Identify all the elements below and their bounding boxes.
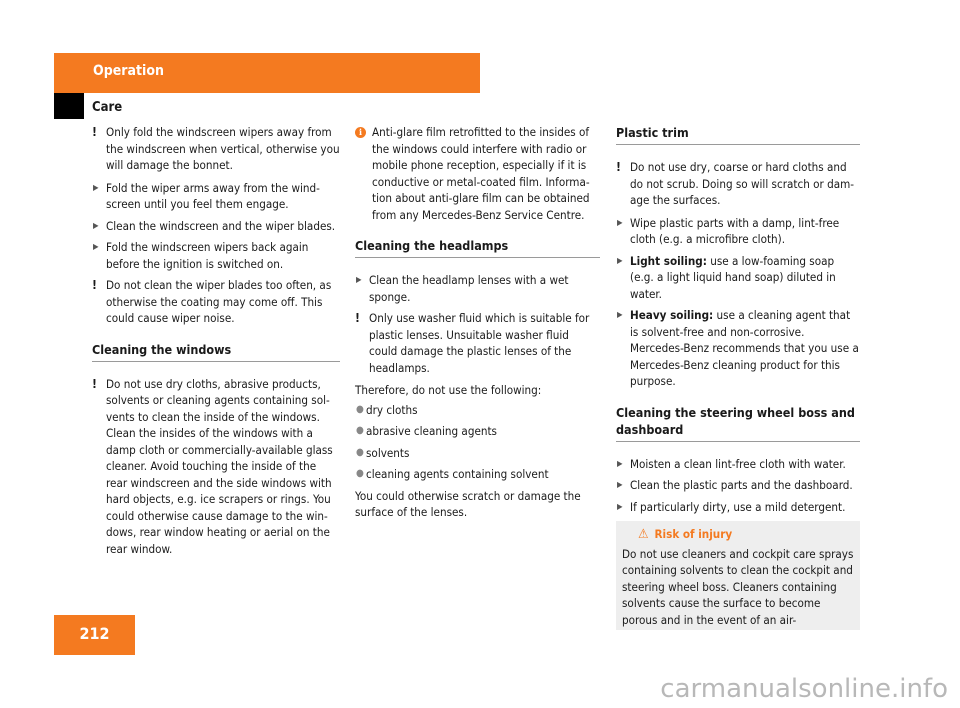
bullet-icon: ● bbox=[356, 446, 364, 458]
column-1 bbox=[92, 124, 340, 563]
page-number-box bbox=[54, 615, 135, 655]
info-icon: i bbox=[355, 127, 366, 138]
warning-text: Do not use cleaners and cockpit care sprays containing solvents to clean the cockpit and steering wheel boss. Cleaners containing solvents cause the surface to become porous and in the event of an air- bbox=[622, 546, 854, 627]
subsection-title: Care bbox=[92, 100, 123, 115]
column-2 bbox=[355, 124, 600, 524]
warning-triangle-icon: ⚠ bbox=[638, 527, 649, 542]
section-title: Operation bbox=[93, 63, 164, 79]
heading-plastic-trim: Plastic trim bbox=[616, 124, 860, 145]
caution-note: ! Only use washer fluid which is suitable for plastic lenses. Unsuitable washer fluid could damage the plastic lenses of the headlamps. bbox=[355, 311, 590, 375]
list-item: ● abrasive cleaning agents bbox=[356, 424, 497, 438]
instruction-step: ▶ Fold the windscreen wipers back again before the ignition is switched on. bbox=[93, 240, 309, 271]
arrow-right-icon: ▶ bbox=[93, 182, 99, 192]
instruction-step: ▶ Wipe plastic parts with a damp, lint-free cloth (e.g. a microfibre cloth). bbox=[617, 215, 840, 246]
section-marker bbox=[54, 93, 84, 119]
heading-cleaning-headlamps: Cleaning the headlamps bbox=[355, 237, 600, 258]
instruction-step: ▶ Clean the windscreen and the wiper blades. bbox=[93, 218, 336, 233]
list-item: ● solvents bbox=[356, 445, 410, 460]
exclamation-icon: ! bbox=[92, 125, 97, 139]
page-number: 212 bbox=[79, 624, 110, 643]
instruction-step: ▶ Clean the headlamp lenses with a wet sponge. bbox=[356, 273, 569, 304]
arrow-right-icon: ▶ bbox=[617, 458, 623, 468]
list-item: ● dry cloths bbox=[356, 402, 418, 417]
arrow-right-icon: ▶ bbox=[356, 275, 362, 284]
bullet-icon: ● bbox=[356, 425, 364, 436]
arrow-right-icon: ▶ bbox=[93, 220, 99, 230]
body-text: You could otherwise scratch or damage the surface of the lenses. bbox=[355, 488, 581, 519]
instruction-step: ▶ Moisten a clean lint-free cloth with water. bbox=[617, 456, 846, 471]
caution-note: ! Do not use dry cloths, abrasive products, solvents or cleaning agents containing solvents to clean the inside of the windows. Clean the insides of the windows with a damp cloth or commercially-available glass cleaner. Avoid touching the inside of the rear windscreen and the side windows with hard objects, e.g. ice scrapers or rings. You could otherwise cause damage to the windows, rear window heating or aerial on the rear window. bbox=[92, 376, 333, 556]
arrow-right-icon: ▶ bbox=[93, 242, 99, 251]
arrow-right-icon: ▶ bbox=[617, 310, 623, 319]
caution-note: ! Do not clean the wiper blades too often, as otherwise the coating may come off. This could cause wiper noise. bbox=[92, 278, 332, 325]
arrow-right-icon: ▶ bbox=[617, 217, 623, 227]
watermark: carmanualsonline.info bbox=[660, 674, 948, 704]
instruction-step: ▶ If particularly dirty, use a mild detergent. bbox=[617, 499, 846, 514]
arrow-right-icon: ▶ bbox=[617, 480, 623, 489]
heading-cleaning-windows: Cleaning the windows bbox=[92, 341, 340, 362]
bullet-icon: ● bbox=[356, 403, 364, 415]
exclamation-icon: ! bbox=[92, 278, 97, 292]
instruction-step: ▶ Clean the plastic parts and the dashboard. bbox=[617, 478, 853, 492]
caution-note: ! Only fold the windscreen wipers away from the windscreen when vertical, otherwise you will damage the bonnet. bbox=[92, 125, 340, 172]
exclamation-icon: ! bbox=[616, 160, 621, 174]
instruction-step: ▶ Light soiling: use a low-foaming soap (e.g. a light liquid hand soap) diluted in water. bbox=[617, 253, 836, 301]
bullet-icon: ● bbox=[356, 468, 364, 479]
arrow-right-icon: ▶ bbox=[617, 255, 623, 265]
instruction-step: ▶ Fold the wiper arms away from the windscreen until you feel them engage. bbox=[93, 180, 320, 211]
column-3 bbox=[616, 124, 860, 630]
list-item: ● cleaning agents containing solvent bbox=[356, 467, 549, 481]
instruction-step: ▶ Heavy soiling: use a cleaning agent that is solvent-free and non-corrosive. Mercedes-Benz recommends that you use a Mercedes-Benz cleaning product for this purpose. bbox=[617, 308, 859, 388]
warning-title: ⚠ Risk of injury bbox=[638, 527, 733, 542]
info-note: i Anti-glare film retrofitted to the insides of the windows could interfere with radio or mobile phone reception, especially if it is conductive or metal-coated film. Information about anti-glare film can be obtained from any Mercedes-Benz Service Centre. bbox=[355, 124, 600, 223]
exclamation-icon: ! bbox=[355, 311, 360, 325]
arrow-right-icon: ▶ bbox=[617, 501, 623, 511]
caution-note: ! Do not use dry, coarse or hard cloths and do not scrub. Doing so will scratch or damage the surfaces. bbox=[616, 160, 855, 207]
warning-box bbox=[616, 521, 860, 630]
exclamation-icon: ! bbox=[92, 376, 97, 391]
body-text: Therefore, do not use the following: bbox=[355, 383, 542, 397]
heading-steering-wheel: Cleaning the steering wheel boss and dashboard bbox=[616, 404, 860, 442]
